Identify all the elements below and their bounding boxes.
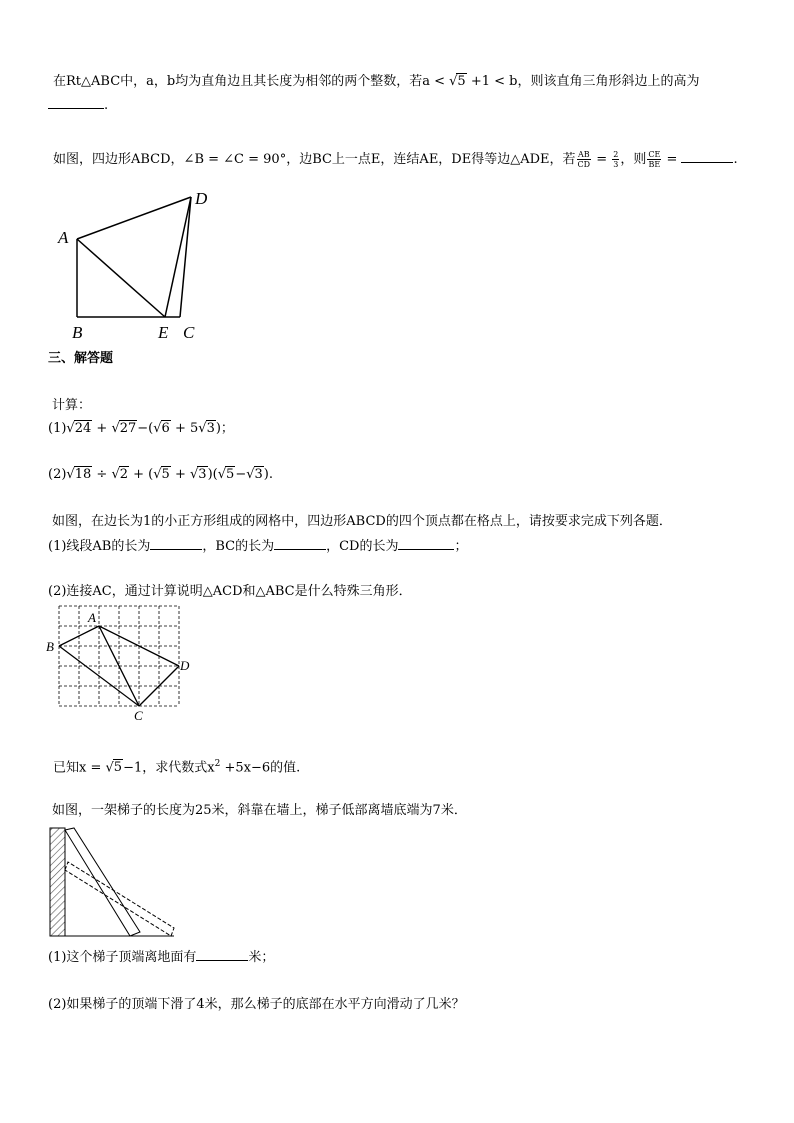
q3-p2-mid: )( — [207, 467, 218, 482]
q2-label-c: C — [183, 323, 195, 342]
question-6-intro: 如图，一架梯子的长度为25米，斜靠在墙上，梯子低部离墙底端为7米． — [52, 803, 467, 818]
q1-radicand: 5 — [457, 74, 466, 89]
q3-p1-r3: 6 — [161, 421, 170, 436]
q3-p1-r1: 24 — [74, 421, 92, 436]
question-3-intro: 计算： — [52, 398, 92, 413]
q1-text-part1: 在Rt△ABC中，a，b均为直角边且其长度为相邻的两个整数，若a < — [53, 74, 450, 89]
question-4-intro: 如图，在边长为1的小正方形组成的网格中，四边形ABCD的四个顶点都在格点上，请按要求完成下列各题． — [52, 514, 672, 529]
q4-ab-blank[interactable] — [150, 537, 202, 550]
q5-exponent: 2 — [214, 759, 221, 769]
q6-height-blank[interactable] — [196, 948, 248, 961]
segment-ad — [77, 197, 191, 239]
q4-p1d: ； — [454, 539, 468, 554]
q4-label-d: D — [180, 658, 190, 673]
q2-f2-num: 2 — [613, 150, 619, 159]
q1-end: . — [104, 98, 109, 113]
q2-eq2: = — [662, 152, 682, 167]
question-5: 已知x = √5−1，求代数式$x^2 +5x-6$的值. — [53, 759, 301, 776]
question-1-answer-line — [48, 96, 108, 115]
question-6-part1 — [48, 948, 274, 967]
q6-p1b: 米； — [248, 950, 275, 965]
q6-ladder-figure — [44, 822, 184, 942]
q4-bc-blank[interactable] — [274, 537, 326, 550]
q2-fraction-ab-cd — [577, 150, 592, 169]
question-3-part2: (2)√18 ÷ √2 + (√5 + √3)(√5−√3). — [48, 467, 274, 482]
q3-p1-plus2: + 5 — [170, 421, 199, 436]
q3-p2-r4: 3 — [198, 467, 207, 482]
wall — [50, 828, 65, 936]
segment-ae — [77, 239, 165, 317]
q1-text-part2: +1 < b，则该直角三角形斜边上的高为 — [466, 74, 700, 89]
q2-f1-den: CD — [577, 160, 591, 169]
q4-p1a: (1)线段AB的长为 — [48, 539, 151, 554]
q3-p2-r2: 2 — [119, 467, 129, 482]
q2-f1-num: AB — [577, 150, 590, 159]
q6-p1a: (1)这个梯子顶端离地面有 — [48, 950, 197, 965]
q2-fraction-ce-be — [647, 150, 661, 169]
question-1 — [53, 73, 699, 91]
q4-grid-figure — [44, 600, 204, 725]
question-6-part2: (2)如果梯子的顶端下滑了4米，那么梯子的底部在水平方向滑动了几米？ — [48, 997, 465, 1012]
q3-p2-minus: − — [235, 467, 247, 482]
q3-p2-end: ). — [263, 467, 274, 482]
q2-fraction-2-3 — [612, 150, 619, 169]
segment-de — [165, 197, 191, 317]
q3-p1-plus1: + — [92, 421, 112, 436]
q3-p2-plus: + ( — [129, 467, 154, 482]
q3-p2-label: (2) — [48, 467, 67, 482]
q3-p2-r1: 18 — [74, 467, 92, 482]
question-3-part1: (1)√24 + √27−(√6 + 5√3)； — [48, 421, 234, 436]
ladder-original — [65, 828, 140, 936]
question-4-part2: (2)连接AC，通过计算说明△ACD和△ABC是什么特殊三角形． — [48, 584, 412, 599]
q3-p2-div: ÷ — [92, 467, 112, 482]
q2-label-a: A — [58, 228, 69, 247]
q3-p2-plus2: + — [170, 467, 190, 482]
q2-label-d: D — [195, 189, 208, 208]
q5-part3: +5x−6的值. — [220, 760, 301, 776]
question-4-part1 — [48, 537, 468, 556]
q3-p1-r4: 3 — [206, 421, 215, 436]
q4-label-a: A — [88, 610, 96, 625]
q2-f3-den: BE — [648, 160, 661, 169]
q4-p1b: ，BC的长为 — [202, 539, 275, 554]
segment-cd — [180, 197, 191, 317]
q2-eq1: = — [592, 152, 612, 167]
q4-label-c: C — [134, 708, 143, 723]
q2-end: . — [733, 152, 738, 167]
q2-quadrilateral-figure — [50, 186, 230, 346]
q3-p2-r3: 5 — [161, 467, 170, 482]
question-2 — [53, 150, 738, 169]
q4-label-b: B — [46, 639, 54, 654]
q3-p1-label: (1) — [48, 421, 67, 436]
q1-answer-blank[interactable] — [48, 96, 104, 109]
q4-cd-blank[interactable] — [398, 537, 454, 550]
q5-part2: −1，求代数式x — [123, 760, 215, 776]
section-3-heading: 三、解答题 — [48, 351, 114, 366]
q2-label-b: B — [72, 323, 83, 342]
q4-p1c: ，CD的长为 — [326, 539, 399, 554]
q5-radicand: 5 — [113, 760, 123, 776]
q2-label-e: E — [158, 323, 169, 342]
q1-sqrt: √5 — [449, 74, 466, 89]
q3-p1-r2: 27 — [119, 421, 137, 436]
q2-f3-num: CE — [648, 150, 661, 159]
q3-p2-r6: 3 — [254, 467, 263, 482]
q2-text-part1: 如图，四边形ABCD，∠B = ∠C = 90°，边BC上一点E，连结AE，DE得等边△ADE，若 — [53, 152, 576, 167]
q3-p1-end: )； — [215, 421, 234, 436]
q3-p2-r5: 5 — [226, 467, 235, 482]
q3-p1-mid: −( — [137, 421, 154, 436]
q2-then: ，则 — [620, 152, 647, 167]
q5-part1: 已知x = — [53, 760, 106, 776]
q2-f2-den: 3 — [613, 160, 619, 169]
q2-answer-blank[interactable] — [681, 150, 733, 163]
